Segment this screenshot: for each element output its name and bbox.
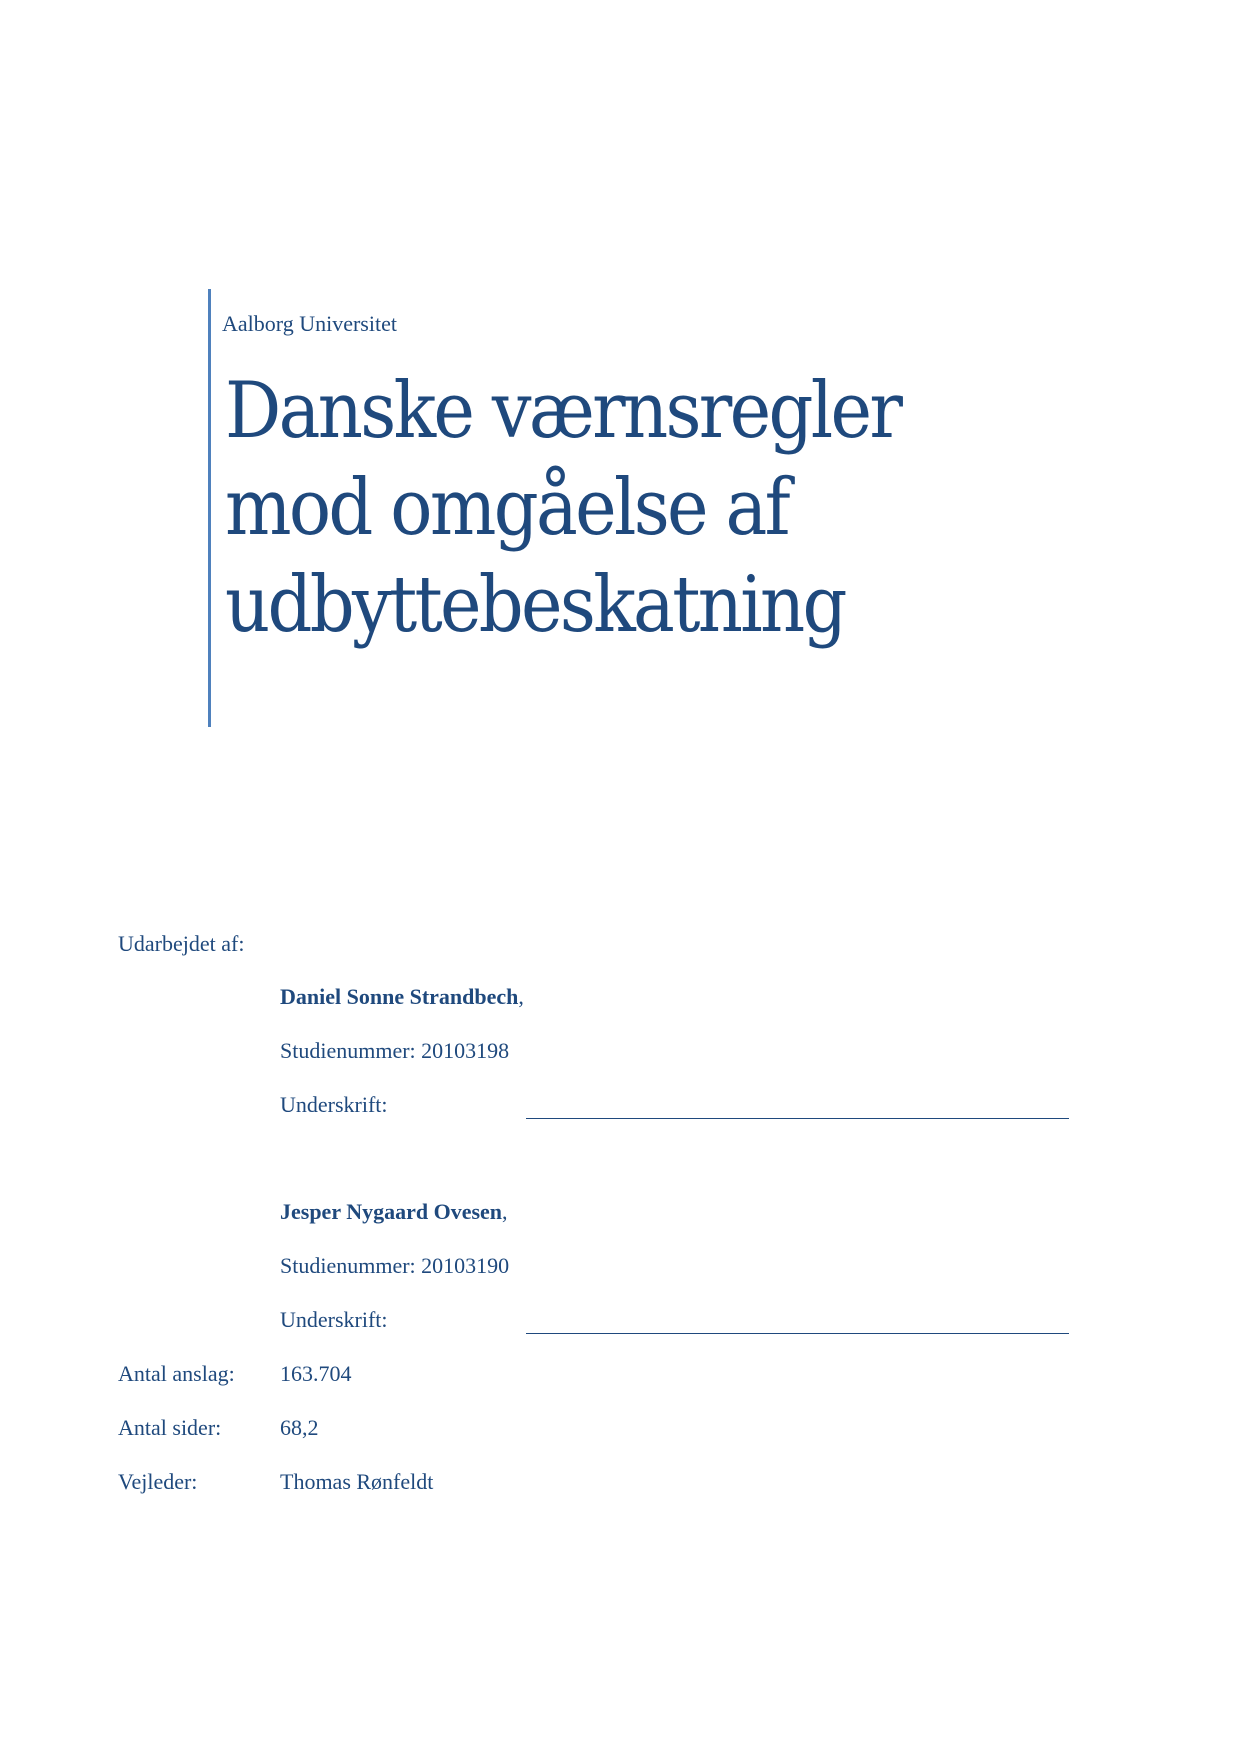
page-count-value: 68,2 xyxy=(280,1415,319,1440)
page-count-label: Antal sider: xyxy=(118,1415,222,1440)
author-2-name-suffix: , xyxy=(502,1199,508,1224)
title-line-2: mod omgåelse af xyxy=(225,463,788,553)
institution-name: Aalborg Universitet xyxy=(222,311,397,336)
author-2-name: Jesper Nygaard Ovesen xyxy=(280,1199,503,1224)
author-1-student-number xyxy=(280,1038,509,1064)
prepared-by-label: Udarbejdet af: xyxy=(118,931,245,956)
title-line-3: udbyttebeskatning xyxy=(225,560,845,650)
document-title xyxy=(225,363,1035,654)
author-1-student-number-label: Studienummer: xyxy=(280,1038,416,1063)
author-2-name-line xyxy=(280,1199,508,1225)
char-count-label: Antal anslag: xyxy=(118,1361,235,1386)
author-1-signature-line xyxy=(526,1118,1069,1119)
author-2-signature-label: Underskrift: xyxy=(280,1307,388,1332)
author-1-name: Daniel Sonne Strandbech xyxy=(280,984,519,1009)
author-2-student-number-label: Studienummer: xyxy=(280,1253,416,1278)
supervisor-value: Thomas Rønfeldt xyxy=(280,1469,434,1494)
author-2-student-number-value: 20103190 xyxy=(421,1253,510,1278)
author-2-signature-line xyxy=(526,1333,1069,1334)
char-count-value: 163.704 xyxy=(280,1361,352,1386)
author-1-name-suffix: , xyxy=(518,984,524,1009)
title-line-1: Danske værnsregler xyxy=(225,366,901,456)
author-1-name-line xyxy=(280,984,524,1010)
author-2-student-number xyxy=(280,1253,509,1279)
author-1-signature-label: Underskrift: xyxy=(280,1092,388,1117)
author-1-student-number-value: 20103198 xyxy=(421,1038,510,1063)
supervisor-label: Vejleder: xyxy=(118,1469,198,1494)
accent-bar xyxy=(208,289,211,727)
